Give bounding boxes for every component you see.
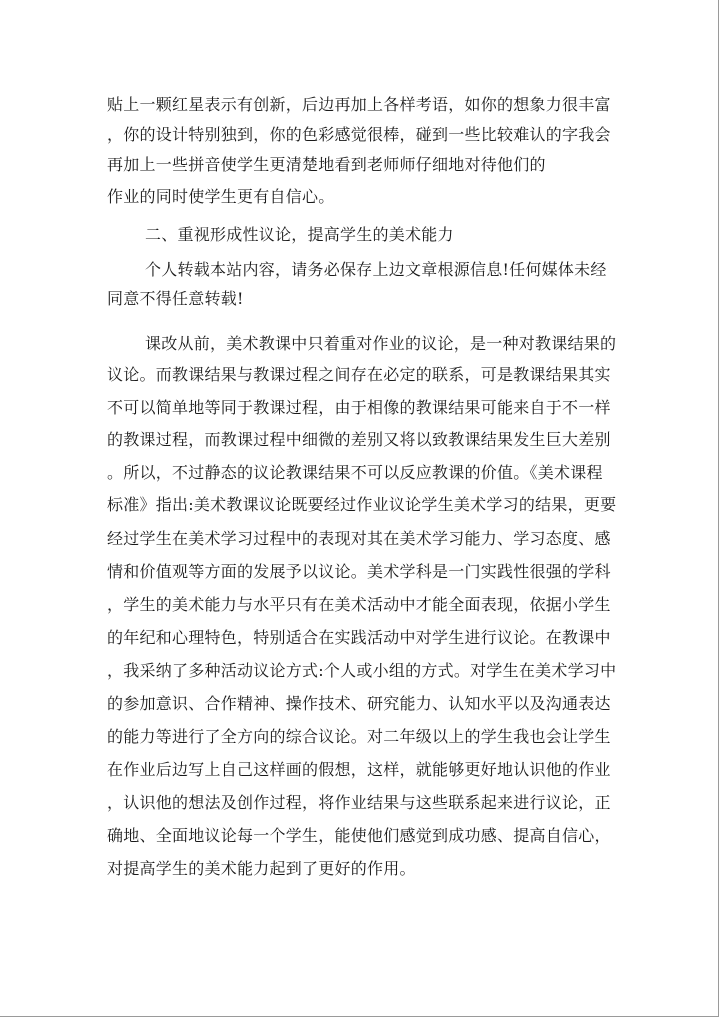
text-line: 的参加意识、合作精神、操作技术、研究能力、认知水平以及沟通表达 (107, 694, 611, 713)
text-line: 再加上一些拼音使学生更清楚地看到老师师仔细地对待他们的 (107, 155, 546, 174)
text-line: 在作业后边写上自己这样画的假想，这样，就能够更好地认识他的作业 (107, 760, 611, 779)
text-line: 。所以，不过静态的议论教课结果不可以反应教课的价值。《美术课程 (107, 463, 603, 482)
text-line: 标准》指出:美术教课议论既要经过作业议论学生美术学习的结果，更要 (107, 495, 617, 514)
notice-line: 同意不得任意转载! (107, 289, 244, 308)
text-line: 情和价值观等方面的发展予以议论。美术学科是一门实践性很强的学科 (107, 562, 611, 581)
text-line: 的年纪和心理特色，特别适合在实践活动中对学生进行议论。在教课中 (107, 628, 611, 647)
text-line: 贴上一颗红星表示有创新，后边再加上各样考语，如你的想象力很丰富 (107, 95, 611, 114)
text-line: 对提高学生的美术能力起到了更好的作用。 (107, 859, 416, 878)
text-line: 的能力等进行了全方向的综合议论。对二年级以上的学生我也会让学生 (107, 727, 611, 746)
text-line: ，认识他的想法及创作过程，将作业结果与这些联系起来进行议论，正 (107, 793, 611, 812)
text-line: 确地、全面地议论每一个学生，能使他们感觉到成功感、提高自信心， (107, 826, 611, 845)
text-line: 议论。而教课结果与教课过程之间存在必定的联系，可是教课结果其实 (107, 365, 611, 384)
section-heading: 二、重视形成性议论，提高学生的美术能力 (145, 225, 454, 244)
text-line: 经过学生在美术学习过程中的表现对其在美术学习能力、学习态度、感 (107, 529, 611, 548)
text-line: 不可以简单地等同于教课过程，由于相像的教课结果可能来自于不一样 (107, 398, 611, 417)
text-line: ，学生的美术能力与水平只有在美术活动中才能全面表现，依据小学生 (107, 595, 611, 614)
text-line: 的教课过程，而教课过程中细微的差别又将以致教课结果发生巨大差别 (107, 430, 611, 449)
text-line: 作业的同时使学生更有自信心。 (107, 187, 335, 206)
notice-line: 个人转载本站内容，请务必保存上边文章根源信息!任何媒体未经 (145, 260, 607, 279)
text-line: ，我采纳了多种活动议论方式:个人或小组的方式。对学生在美术学习中 (107, 661, 617, 680)
text-line: ，你的设计特别独到，你的色彩感觉很棒，碰到一些比较难认的字我会 (107, 125, 611, 144)
text-line: 课改从前，美术教课中只着重对作业的议论，是一种对教课结果的 (145, 334, 617, 353)
